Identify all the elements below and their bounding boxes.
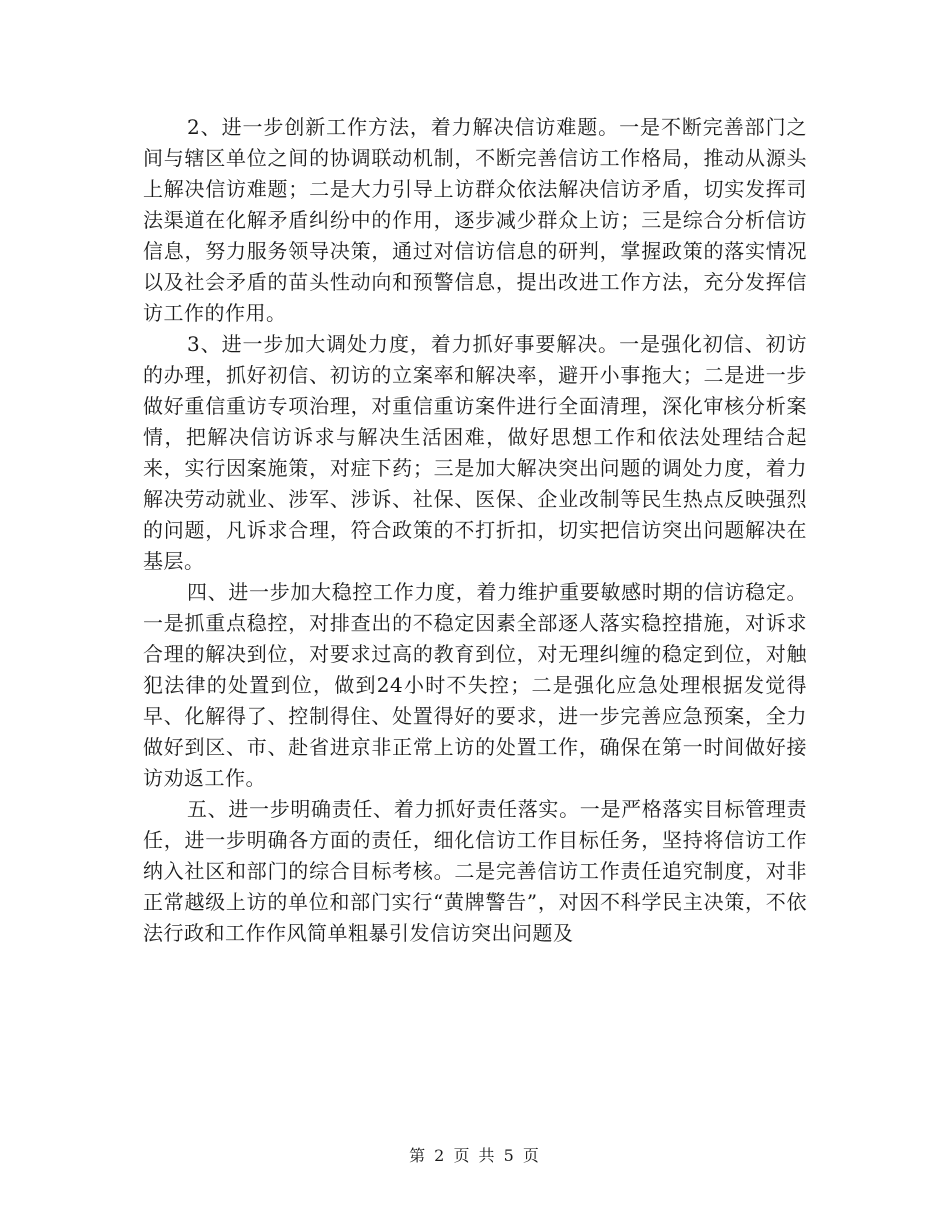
paragraph-responsibility: 五、进一步明确责任、着力抓好责任落实。一是严格落实目标管理责任，进一步明确各方面的责任，细化信访工作目标任务，坚持将信访工作纳入社区和部门的综合目标考核。二是完善信访工作责任追究制度，对非正常越级上访的单位和部门实行“黄牌警告”，对因不科学民主决策，不依法行政和工作作风简单粗暴引发信访突出问题及 [143, 797, 807, 945]
paragraph-mediation: 3、进一步加大调处力度，着力抓好事要解决。一是强化初信、初访的办理，抓好初信、初访的立案率和解决率，避开小事拖大；二是进一步做好重信重访专项治理，对重信重访案件进行全面清理，深化审核分析案情，把解决信访诉求与解决生活困难，做好思想工作和依法处理结合起来，实行因案施策，对症下药；三是加大解决突出问题的调处力度，着力解决劳动就业、涉军、涉诉、社保、医保、企业改制等民生热点反映强烈的问题，凡诉求合理，符合政策的不打折扣，切实把信访突出问题解决在基层。 [143, 332, 807, 573]
paragraph-innovate-methods: 2、进一步创新工作方法，着力解决信访难题。一是不断完善部门之间与辖区单位之间的协调联动机制，不断完善信访工作格局，推动从源头上解决信访难题；二是大力引导上访群众依法解决信访矛盾，切实发挥司法渠道在化解矛盾纠纷中的作用，逐步减少群众上访；三是综合分析信访信息，努力服务领导决策，通过对信访信息的研判，掌握政策的落实情况以及社会矛盾的苗头性动向和预警信息，提出改进工作方法，充分发挥信访工作的作用。 [143, 115, 807, 325]
paragraph-stability-control: 四、进一步加大稳控工作力度，着力维护重要敏感时期的信访稳定。一是抓重点稳控，对排查出的不稳定因素全部逐人落实稳控措施，对诉求合理的解决到位，对要求过高的教育到位，对无理纠缠的稳定到位，对触犯法律的处置到位，做到24小时不失控；二是强化应急处理根据发觉得早、化解得了、控制得住、处置得好的要求，进一步完善应急预案，全力做好到区、市、赴省进京非正常上访的处置工作，确保在第一时间做好接访劝返工作。 [143, 580, 807, 790]
document-body [143, 112, 807, 949]
page-number-footer: 第 2 页 共 5 页 [409, 1146, 541, 1165]
